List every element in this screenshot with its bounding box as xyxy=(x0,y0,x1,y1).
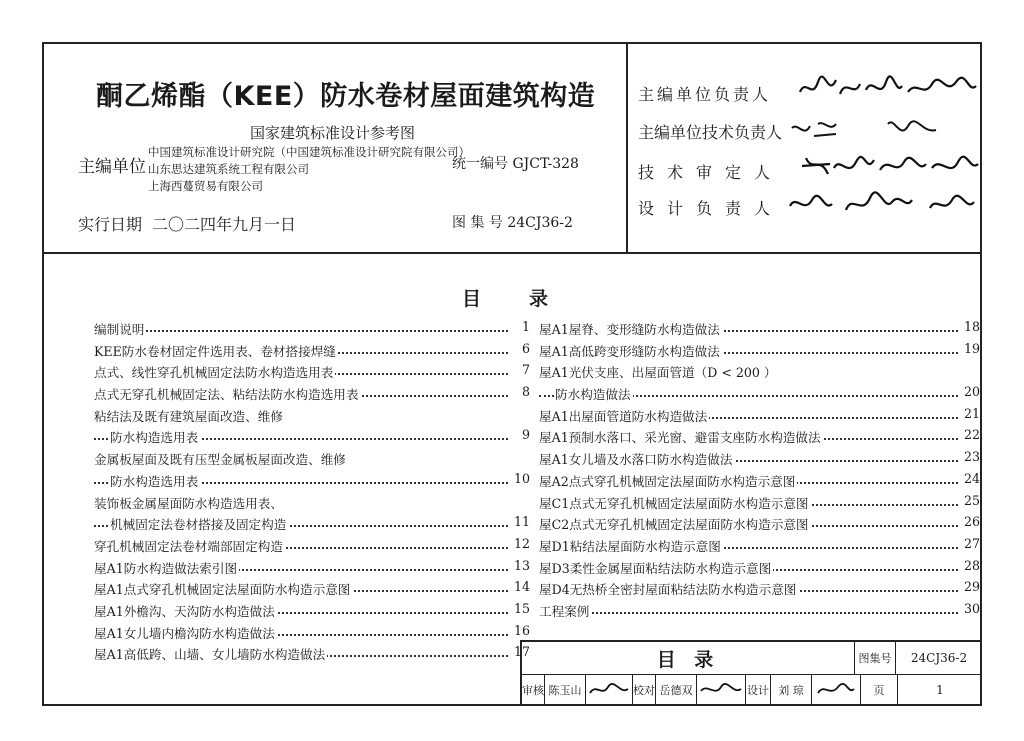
title-block-atlas-number: 24CJ36-2 xyxy=(910,651,968,665)
toc-entry[interactable] xyxy=(94,644,530,666)
signature-row-2 xyxy=(790,114,940,144)
toc-entry-page: 12 xyxy=(513,535,530,551)
designer-signature-mark xyxy=(816,681,856,699)
toc-entry-title: 屋A1女儿墙内檐沟防水构造做法 xyxy=(94,623,277,642)
toc-entry-page: 25 xyxy=(963,492,980,508)
toc-entry-title: 屋D1粘结法屋面防水构造示意图 xyxy=(539,536,723,555)
toc-entry[interactable] xyxy=(539,558,980,580)
chief-editor-label: 主编单位 xyxy=(78,157,146,177)
toc-entry-title: 屋D3柔性金属屋面粘结法防水构造示意图 xyxy=(539,558,773,577)
effective-date-row xyxy=(78,212,296,235)
subtitle: 国家建筑标准设计参考图 xyxy=(250,124,416,142)
toc-entry[interactable] xyxy=(94,427,530,449)
toc-right-column xyxy=(539,319,980,623)
toc-entry[interactable] xyxy=(539,579,980,601)
toc-entry[interactable] xyxy=(94,558,530,580)
design-label: 设计 xyxy=(747,683,769,697)
toc-entry-title: 穿孔机械固定法卷材端部固定构造 xyxy=(94,536,285,555)
toc-entry[interactable] xyxy=(94,384,530,406)
responsible-role-4: 设计负责人 xyxy=(638,199,784,218)
toc-entry[interactable] xyxy=(539,427,980,449)
toc-entry[interactable] xyxy=(94,514,530,536)
toc-entry-title: 防水构造选用表 xyxy=(110,471,200,490)
toc-entry-page: 10 xyxy=(513,470,530,486)
title-block-top xyxy=(520,640,980,674)
atlas-number: 图 集 号 24CJ36-2 xyxy=(452,215,573,231)
designer-name: 刘 琼 xyxy=(778,683,804,697)
toc-entry-title: 屋A2点式穿孔机械固定法屋面防水构造示意图 xyxy=(539,471,797,490)
toc-entry-page: 29 xyxy=(963,579,980,595)
toc-entry-page: 7 xyxy=(521,362,530,378)
toc-entry-title: 屋A1女儿墙及水落口防水构造做法 xyxy=(539,449,734,468)
toc-entry[interactable] xyxy=(94,493,530,515)
toc-entry-title: 屋A1光伏支座、出屋面管道（D < 200 ） xyxy=(539,362,779,381)
toc-entry-title: 粘结法及既有建筑屋面改造、维修 xyxy=(94,406,285,425)
toc-entry[interactable] xyxy=(94,623,530,645)
header-divider xyxy=(626,44,628,252)
toc-entry[interactable] xyxy=(539,449,980,471)
toc-entry[interactable] xyxy=(539,493,980,515)
effective-date: 二〇二四年九月一日 xyxy=(152,215,297,234)
toc-entry-title: 屋A1出屋面管道防水构造做法 xyxy=(539,406,709,425)
title-block-atlas-label: 图集号 xyxy=(858,652,892,665)
toc-entry-title: 屋D4无热桥全密封屋面粘结法防水构造示意图 xyxy=(539,579,798,598)
toc-entry-title: 屋A1防水构造做法索引图 xyxy=(94,558,239,577)
editor-list xyxy=(148,144,470,195)
toc-entry-title: 点式、线性穿孔机械固定法防水构造选用表 xyxy=(94,362,335,381)
toc-entry-page: 11 xyxy=(513,514,530,530)
toc-entry-title: 屋C2点式无穿孔机械固定法屋面防水构造示意图 xyxy=(539,514,811,533)
responsible-role-1: 主编单位负责人 xyxy=(638,85,772,104)
toc-entry-page: 26 xyxy=(963,514,980,530)
toc-entry-page: 1 xyxy=(521,319,530,334)
toc-entry-title: KEE防水卷材固定件选用表、卷材搭接焊缝 xyxy=(94,341,338,360)
checker-signature xyxy=(697,675,745,704)
toc-entry-title: 屋A1屋脊、变形缝防水构造做法 xyxy=(539,319,722,338)
toc-entry-page: 30 xyxy=(963,600,980,616)
toc-entry[interactable] xyxy=(94,406,530,428)
toc-entry-title: 屋A1高低跨变形缝防水构造做法 xyxy=(539,341,722,360)
toc-entry-page: 9 xyxy=(521,427,530,443)
toc-leader-dots xyxy=(539,612,958,614)
toc-entry-title: 屋C1点式无穿孔机械固定法屋面防水构造示意图 xyxy=(539,493,811,512)
signature-row-1 xyxy=(796,74,980,104)
toc-entry-page: 15 xyxy=(513,600,530,616)
toc-left-column xyxy=(94,319,530,666)
toc-entry-title: 屋A1预制水落口、采光窗、避雷支座防水构造做法 xyxy=(539,427,823,446)
toc-entry[interactable] xyxy=(94,579,530,601)
designer-signature xyxy=(812,675,860,704)
toc-entry[interactable] xyxy=(94,471,530,493)
editor-1: 中国建筑标准设计研究院（中国建筑标准设计研究院有限公司） xyxy=(148,145,470,159)
toc-entry-page: 13 xyxy=(513,557,530,573)
review-label: 审核 xyxy=(522,683,544,697)
toc-entry-page: 19 xyxy=(963,340,980,356)
drawing-frame xyxy=(42,42,982,706)
toc-entry[interactable] xyxy=(94,449,530,471)
responsible-role-3: 技术审定人 xyxy=(638,163,784,182)
toc-entry[interactable] xyxy=(94,319,530,341)
unified-code: 统一编号 GJCT-328 xyxy=(452,156,579,172)
toc-entry-title: 装饰板金属屋面防水构造选用表、 xyxy=(94,493,285,512)
toc-entry-title: 金属板屋面及既有压型金属板屋面改造、维修 xyxy=(94,449,348,468)
signature-row-3 xyxy=(800,152,980,182)
toc-entry[interactable] xyxy=(539,601,980,623)
editor-3: 上海西蔓贸易有限公司 xyxy=(148,179,263,193)
toc-entry[interactable] xyxy=(94,341,530,363)
responsible-role-2: 主编单位技术负责人 xyxy=(638,123,783,142)
toc-entry[interactable] xyxy=(539,341,980,363)
toc-entry-title: 点式无穿孔机械固定法、粘结法防水构造选用表 xyxy=(94,384,360,403)
toc-entry-title: 屋A1高低跨、山墙、女儿墙防水构造做法 xyxy=(94,644,327,663)
toc-entry[interactable] xyxy=(539,384,980,406)
page-title: 酮乙烯酯（KEE）防水卷材屋面建筑构造 xyxy=(96,81,596,112)
header-block xyxy=(44,44,980,254)
toc-entry-title: 工程案例 xyxy=(539,601,591,620)
toc-entry-page: 21 xyxy=(963,405,980,421)
toc-entry-page: 22 xyxy=(963,427,980,443)
toc-entry[interactable] xyxy=(94,362,530,384)
editor-2: 山东思达建筑系统工程有限公司 xyxy=(148,162,309,176)
toc-entry-title: 编制说明 xyxy=(94,319,146,338)
toc-entry-page: 17 xyxy=(513,644,530,660)
toc-entry-page: 24 xyxy=(963,470,980,486)
page-label: 页 xyxy=(873,683,885,697)
reviewer-name: 陈玉山 xyxy=(548,683,582,697)
toc-entry[interactable] xyxy=(539,406,980,428)
toc-entry[interactable] xyxy=(539,362,980,384)
reviewer-signature-mark xyxy=(588,681,630,699)
toc-entry-page: 27 xyxy=(963,535,980,551)
toc-leader-dots xyxy=(94,330,508,332)
toc-entry[interactable] xyxy=(539,471,980,493)
page-number: 1 xyxy=(936,682,944,697)
toc-entry-page: 28 xyxy=(963,557,980,573)
effective-date-label: 实行日期 xyxy=(78,215,143,234)
toc-entry[interactable] xyxy=(539,514,980,536)
toc-entry-page: 16 xyxy=(513,622,530,638)
toc-entry-page: 6 xyxy=(521,340,530,356)
checker-signature-mark xyxy=(699,681,743,699)
toc-entry-title: 屋A1外檐沟、天沟防水构造做法 xyxy=(94,601,277,620)
toc-entry[interactable] xyxy=(539,536,980,558)
toc-entry[interactable] xyxy=(94,536,530,558)
check-label: 校对 xyxy=(633,683,655,697)
reviewer-signature xyxy=(586,675,632,704)
toc-entry-page: 18 xyxy=(963,319,980,334)
toc-entry-title: 防水构造选用表 xyxy=(110,427,200,446)
title-block-bottom xyxy=(520,674,980,704)
toc-entry-title: 屋A1点式穿孔机械固定法屋面防水构造示意图 xyxy=(94,579,352,598)
toc-entry[interactable] xyxy=(539,319,980,341)
title-block-name: 目 录 xyxy=(656,648,720,671)
checker-name: 岳德双 xyxy=(659,683,693,697)
toc-entry[interactable] xyxy=(94,601,530,623)
toc-entry-page: 14 xyxy=(513,579,530,595)
toc-entry-title: 机械固定法卷材搭接及固定构造 xyxy=(110,514,288,533)
toc-entry-page: 20 xyxy=(963,384,980,400)
signature-row-4 xyxy=(788,190,978,220)
toc-entry-page: 8 xyxy=(521,384,530,400)
toc-entry-page: 23 xyxy=(963,449,980,465)
toc-entry-title: 防水构造做法 xyxy=(555,384,633,403)
toc-title: 目录 xyxy=(462,288,597,310)
title-block xyxy=(520,640,980,704)
